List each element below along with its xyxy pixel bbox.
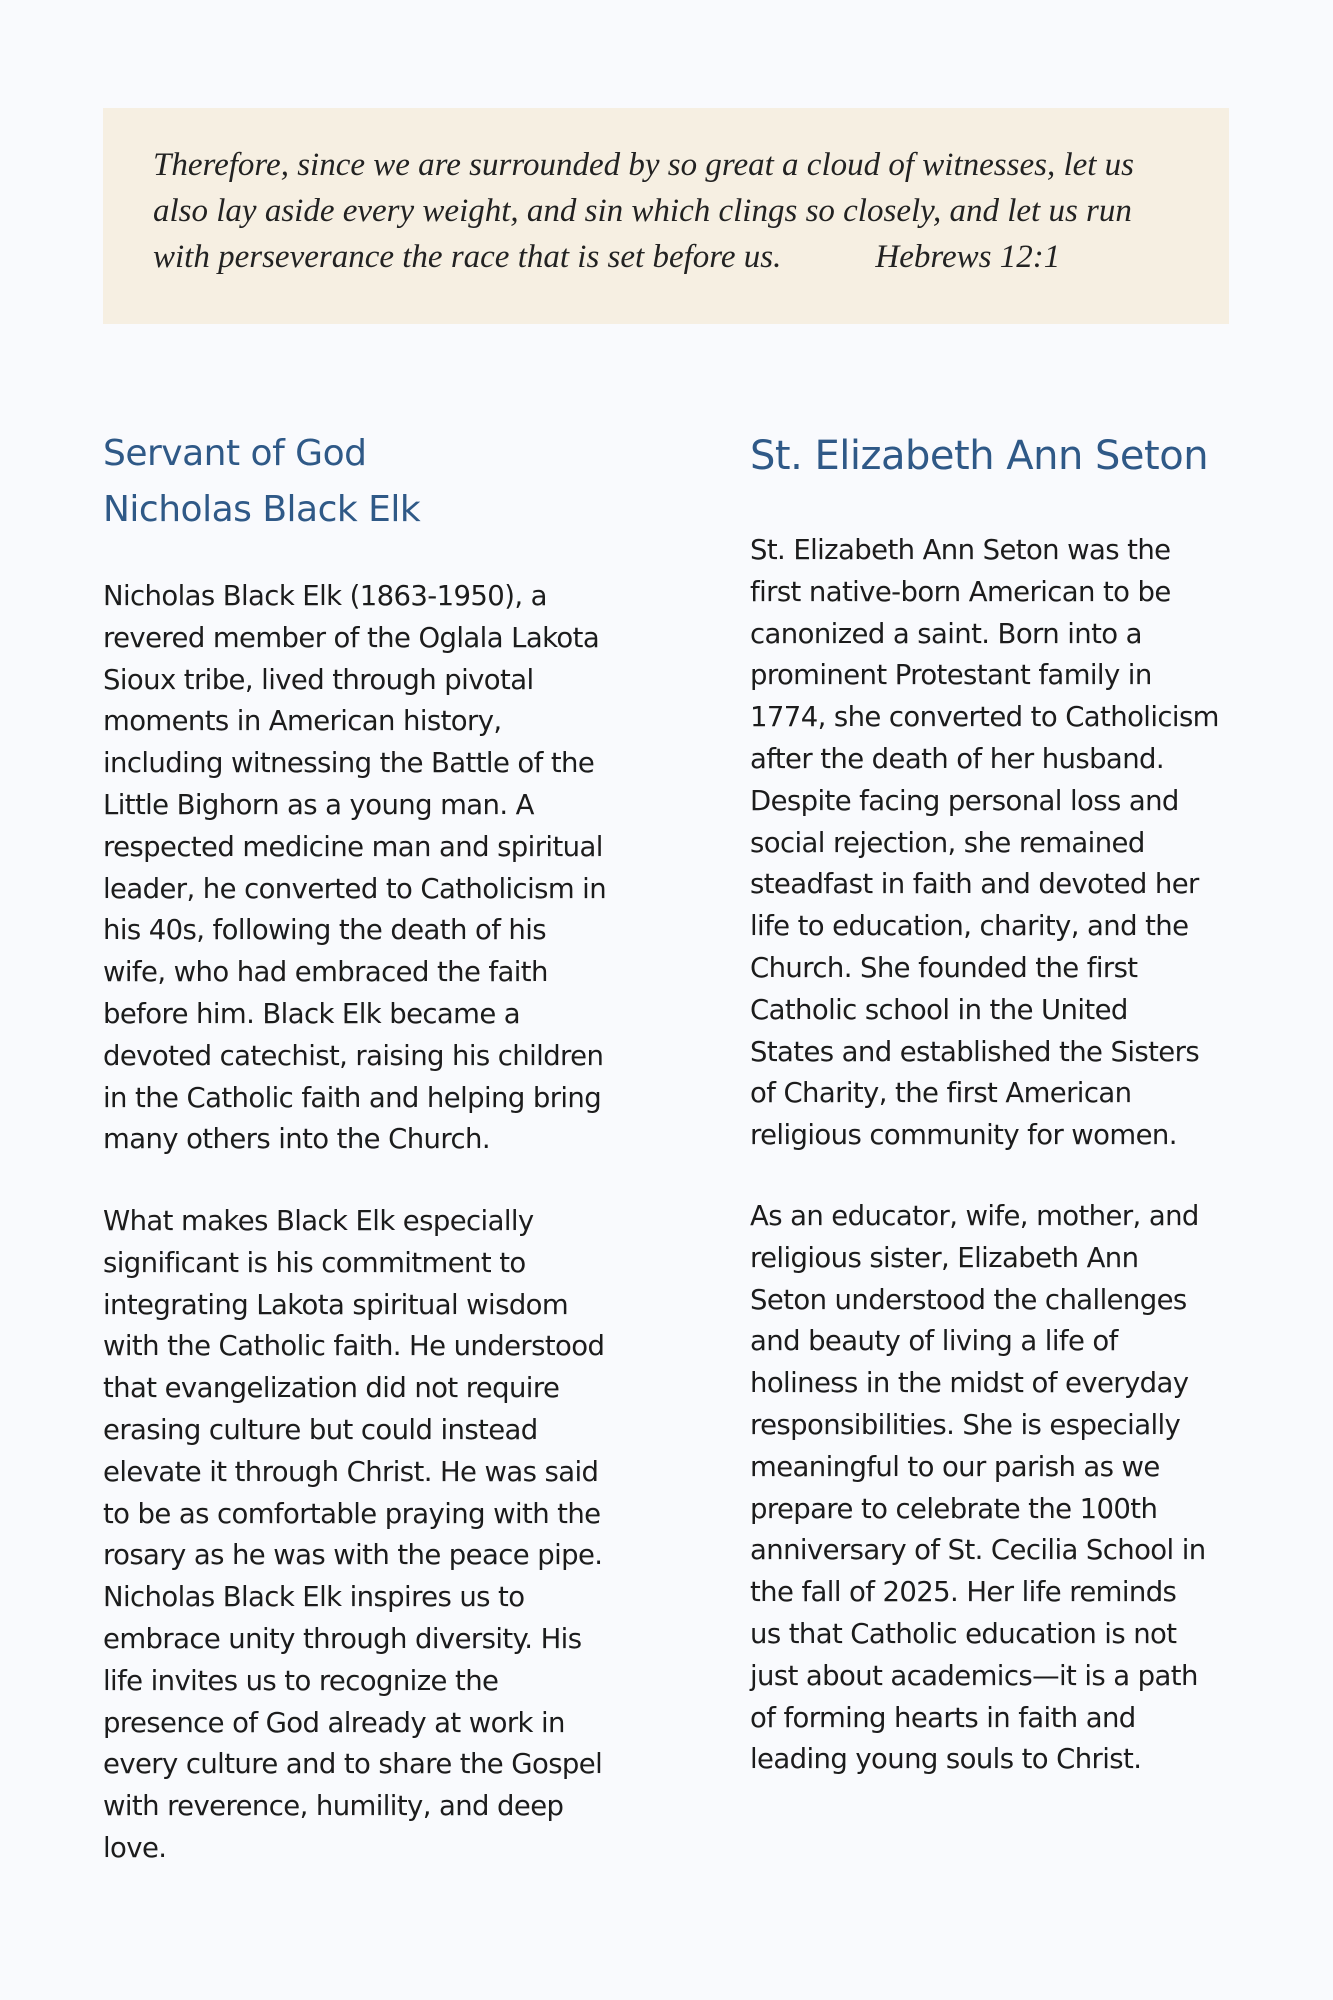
- seton-paragraph-2: [750, 1196, 1250, 1781]
- paragraph-line: in the Catholic faith and helping bring: [103, 1081, 602, 1114]
- paragraph-line: with the Catholic faith. He understood: [103, 1330, 605, 1363]
- seton-heading: St. Elizabeth Ann Seton: [750, 433, 1209, 479]
- paragraph-line: devoted catechist, raising his children: [103, 1039, 604, 1072]
- paragraph-line: to be as comfortable praying with the: [103, 1497, 601, 1530]
- black-elk-heading: [103, 426, 420, 538]
- paragraph-line: the fall of 2025. Her life reminds: [750, 1576, 1177, 1609]
- paragraph-line: wife, who had embraced the faith: [103, 956, 548, 989]
- paragraph-line: States and established the Sisters: [750, 1035, 1200, 1068]
- paragraph-line: Nicholas Black Elk inspires us to: [103, 1581, 525, 1614]
- paragraph-line: 1774, she converted to Catholicism: [750, 701, 1219, 734]
- paragraph-line: As an educator, wife, mother, and: [750, 1200, 1199, 1232]
- paragraph-line: many others into the Church.: [103, 1123, 490, 1156]
- heading-line: Nicholas Black Elk: [103, 489, 421, 530]
- paragraph-line: prepare to celebrate the 100th: [750, 1492, 1158, 1525]
- paragraph-line: revered member of the Oglala Lakota: [103, 621, 600, 654]
- paragraph-line: love.: [103, 1831, 167, 1864]
- paragraph-line: life to education, charity, and the: [750, 910, 1189, 943]
- paragraph-line: St. Elizabeth Ann Seton was the: [750, 534, 1171, 566]
- paragraph-line: his 40s, following the death of his: [103, 914, 547, 947]
- paragraph-line: Nicholas Black Elk (1863-1950), a: [103, 580, 547, 612]
- paragraph-line: Seton understood the challenges: [750, 1283, 1187, 1316]
- paragraph-line: Despite facing personal loss and: [750, 784, 1179, 817]
- paragraph-line: of forming hearts in faith and: [750, 1701, 1136, 1734]
- paragraph-line: religious sister, Elizabeth Ann: [750, 1241, 1139, 1274]
- paragraph-line: holiness in the midst of everyday: [750, 1367, 1189, 1400]
- quote-line: Therefore, since we are surrounded by so great a cloud of witnesses, let us: [153, 147, 1135, 183]
- seton-paragraph-1: [750, 530, 1250, 1157]
- quote-reference: Hebrews 12:1: [875, 239, 1061, 275]
- paragraph-line: prominent Protestant family in: [750, 659, 1152, 692]
- paragraph-line: Catholic school in the United: [750, 993, 1128, 1026]
- paragraph-line: that evangelization did not require: [103, 1372, 560, 1405]
- paragraph-line: Little Bighorn as a young man. A: [103, 788, 534, 821]
- paragraph-line: integrating Lakota spiritual wisdom: [103, 1288, 569, 1321]
- paragraph-line: life invites us to recognize the: [103, 1664, 499, 1697]
- black-elk-paragraph-1: [103, 576, 663, 1161]
- paragraph-line: religious community for women.: [750, 1119, 1177, 1152]
- paragraph-line: every culture and to share the Gospel: [103, 1748, 603, 1781]
- scripture-quote-box: [103, 108, 1229, 324]
- paragraph-line: anniversary of St. Cecilia School in: [750, 1534, 1206, 1567]
- paragraph-line: presence of God already at work in: [103, 1706, 565, 1739]
- paragraph-line: Church. She founded the first: [750, 951, 1138, 984]
- paragraph-line: of Charity, the first American: [750, 1077, 1132, 1110]
- paragraph-line: meaningful to our parish as we: [750, 1450, 1160, 1483]
- paragraph-line: elevate it through Christ. He was said: [103, 1455, 599, 1488]
- paragraph-line: just about academics—it is a path: [750, 1659, 1198, 1692]
- quote-line: also lay aside every weight, and sin which clings so closely, and let us run: [153, 193, 1132, 229]
- paragraph-line: first native-born American to be: [750, 575, 1171, 608]
- black-elk-paragraph-2: [103, 1201, 663, 1870]
- paragraph-line: leading young souls to Christ.: [750, 1743, 1142, 1776]
- paragraph-line: moments in American history,: [103, 705, 502, 738]
- paragraph-line: rosary as he was with the peace pipe.: [103, 1539, 603, 1572]
- heading-line: Servant of God: [103, 433, 367, 474]
- paragraph-line: before him. Black Elk became a: [103, 997, 521, 1030]
- paragraph-line: erasing culture but could instead: [103, 1413, 538, 1446]
- paragraph-line: respected medicine man and spiritual: [103, 830, 603, 863]
- paragraph-line: leader, he converted to Catholicism in: [103, 872, 607, 905]
- paragraph-line: us that Catholic education is not: [750, 1617, 1177, 1650]
- paragraph-line: Sioux tribe, lived through pivotal: [103, 663, 534, 696]
- paragraph-line: including witnessing the Battle of the: [103, 747, 595, 780]
- paragraph-line: significant is his commitment to: [103, 1246, 526, 1279]
- paragraph-line: embrace unity through diversity. His: [103, 1622, 582, 1655]
- paragraph-line: steadfast in faith and devoted her: [750, 868, 1199, 901]
- paragraph-line: after the death of her husband.: [750, 742, 1165, 775]
- paragraph-line: social rejection, she remained: [750, 826, 1145, 859]
- paragraph-line: canonized a saint. Born into a: [750, 617, 1142, 650]
- quote-line: [153, 234, 1179, 280]
- paragraph-line: responsibilities. She is especially: [750, 1408, 1181, 1441]
- scripture-quote: [153, 142, 1179, 280]
- paragraph-line: What makes Black Elk especially: [103, 1205, 534, 1237]
- quote-line-text: with perseverance the race that is set before us.: [153, 239, 782, 275]
- paragraph-line: with reverence, humility, and deep: [103, 1790, 564, 1823]
- paragraph-line: and beauty of living a life of: [750, 1325, 1118, 1358]
